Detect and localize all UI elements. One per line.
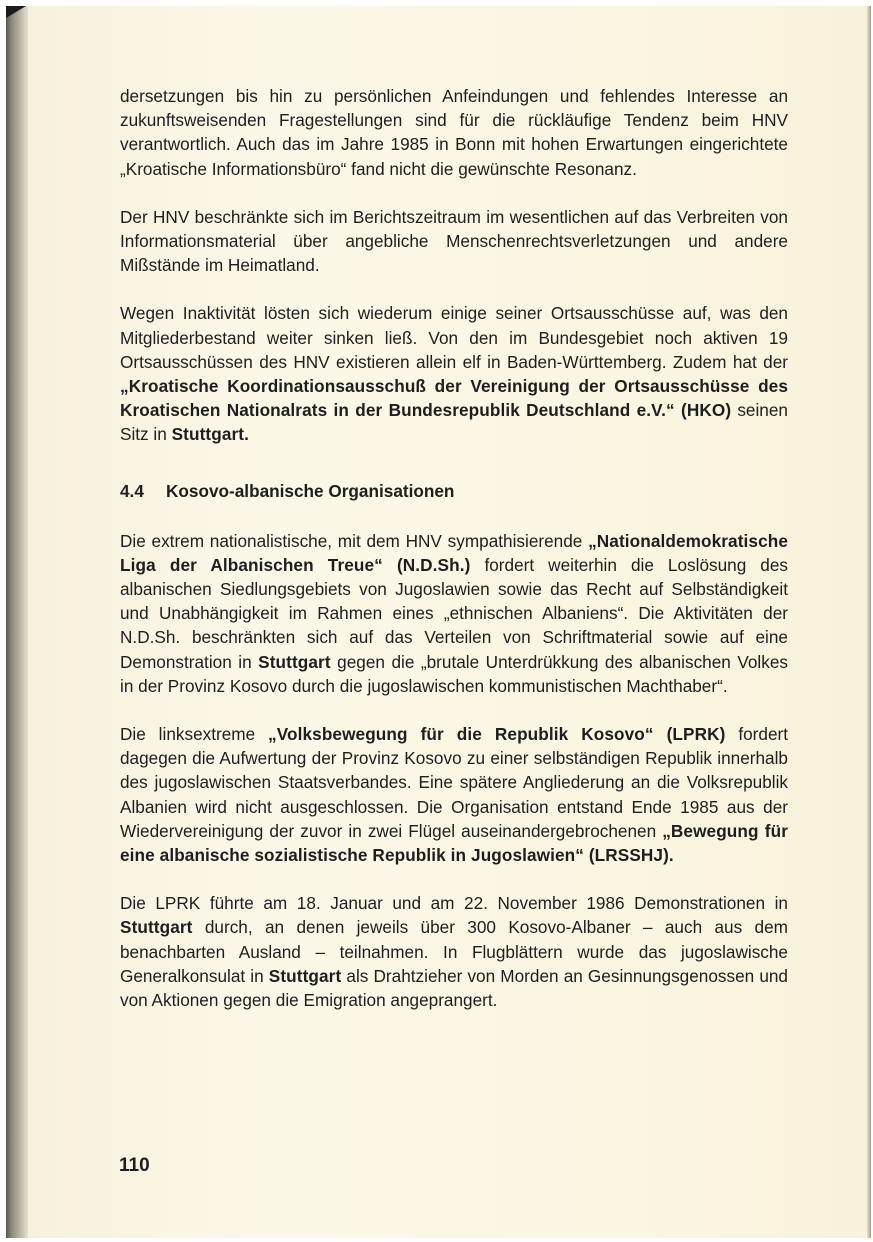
text-run: gegen die „brutale Unterdrükkung des albanischen Volkes in der Provinz Kosovo durch die jugoslawischen kommunistischen Machthaber“. <box>120 651 788 696</box>
text-run: fordert dagegen die Aufwertung der Provinz Kosovo zu einer selbständigen Republik innerhalb des jugoslawischen Staatsverbandes. Eine spätere Angliederung an die Volksrepublik Albanien wird nicht ausgeschlossen. Die Organisation entstand Ende 1985 aus der Wiedervereinigung der zuvor in zwei Flügel auseinandergebrochenen <box>120 724 789 841</box>
bold-organization-name: „Volksbewegung für die Republik Kosovo“ (LPRK) <box>268 724 726 745</box>
paragraph-1: dersetzungen bis hin zu persönlichen Anfeindungen und fehlendes Interesse an zukunftsweisenden Fragestellungen sind für die rückläufige Tendenz beim HNV verantwortlich. Auch das im Jahre 1985 in Bonn mit hohen Erwartungen eingerichtete „Kroatische Informationsbüro“ fand nicht die gewünschte Resonanz. <box>120 86 788 179</box>
page-right-edge <box>867 6 871 1238</box>
text-run: durch, an denen jeweils über 300 Kosovo-Albaner – auch aus dem benachbarten Ausland – teilnahmen. In Flugblättern wurde das jugoslawische Generalkonsulat in <box>120 917 788 986</box>
paragraph-5 <box>120 722 788 867</box>
bold-place-name: Stuttgart. <box>171 424 249 445</box>
text-run: Die extrem nationalistische, mit dem HNV sympathisierende <box>120 530 589 551</box>
bold-place-name: Stuttgart <box>258 651 331 672</box>
book-spine-shadow <box>6 6 28 1238</box>
paragraph-6 <box>120 891 788 1012</box>
paragraph-4 <box>120 529 788 698</box>
text-run: als Drahtzieher von Morden an Gesinnungsgenossen und von Aktionen gegen die Emigration angeprangert. <box>120 965 788 1011</box>
bold-organization-name: „Bewegung für eine albanische sozialistische Republik in Jugoslawien“ (LRSSHJ). <box>120 820 788 866</box>
section-number: 4.4 <box>120 480 144 501</box>
bold-place-name: Stuttgart <box>120 917 193 938</box>
bold-place-name: Stuttgart <box>268 965 342 986</box>
document-body <box>120 84 788 1036</box>
bold-organization-name: „Nationaldemokratische Liga der Albanischen Treue“ (N.D.Sh.) <box>120 530 788 575</box>
section-title: Kosovo-albanische Organisationen <box>166 480 455 501</box>
text-run: Wegen Inaktivität lösten sich wiederum einige seiner Ortsausschüsse auf, was den Mitgliederbestand weiter sinken ließ. Von den im Bundesgebiet noch aktiven 19 Ortsausschüssen des HNV existieren allein elf in Baden-Württemberg. Zudem hat der <box>120 303 788 372</box>
page-number: 110 <box>119 1155 150 1176</box>
text-run: seinen Sitz in <box>120 400 788 445</box>
bold-organization-name: „Kroatische Koordinationsausschuß der Vereinigung der Ortsausschüsse des Kroatischen Nationalrats in der Bundesrepublik Deutschland e.V.“ (HKO) <box>120 376 788 421</box>
paragraph-2: Der HNV beschränkte sich im Berichtszeitraum im wesentlichen auf das Verbreiten von Informationsmaterial über angebliche Menschenrechtsverletzungen und andere Mißstände im Heimatland. <box>120 206 788 276</box>
paragraph-3 <box>120 301 788 446</box>
text-run: Die LPRK führte am 18. Januar und am 22. November 1986 Demonstrationen in <box>120 893 788 914</box>
text-run: Die linksextreme <box>120 724 269 745</box>
text-run: fordert weiterhin die Loslösung des albanischen Siedlungsgebiets von Jugoslawien sowie das Recht auf Selbständigkeit und Unabhängigkeit im Rahmen eines „ethnischen Albaniens“. Die Aktivitäten der N.D.Sh. beschränkten sich auf das Verteilen von Schriftmaterial sowie auf eine Demonstration in <box>120 554 789 672</box>
section-heading <box>120 479 788 503</box>
